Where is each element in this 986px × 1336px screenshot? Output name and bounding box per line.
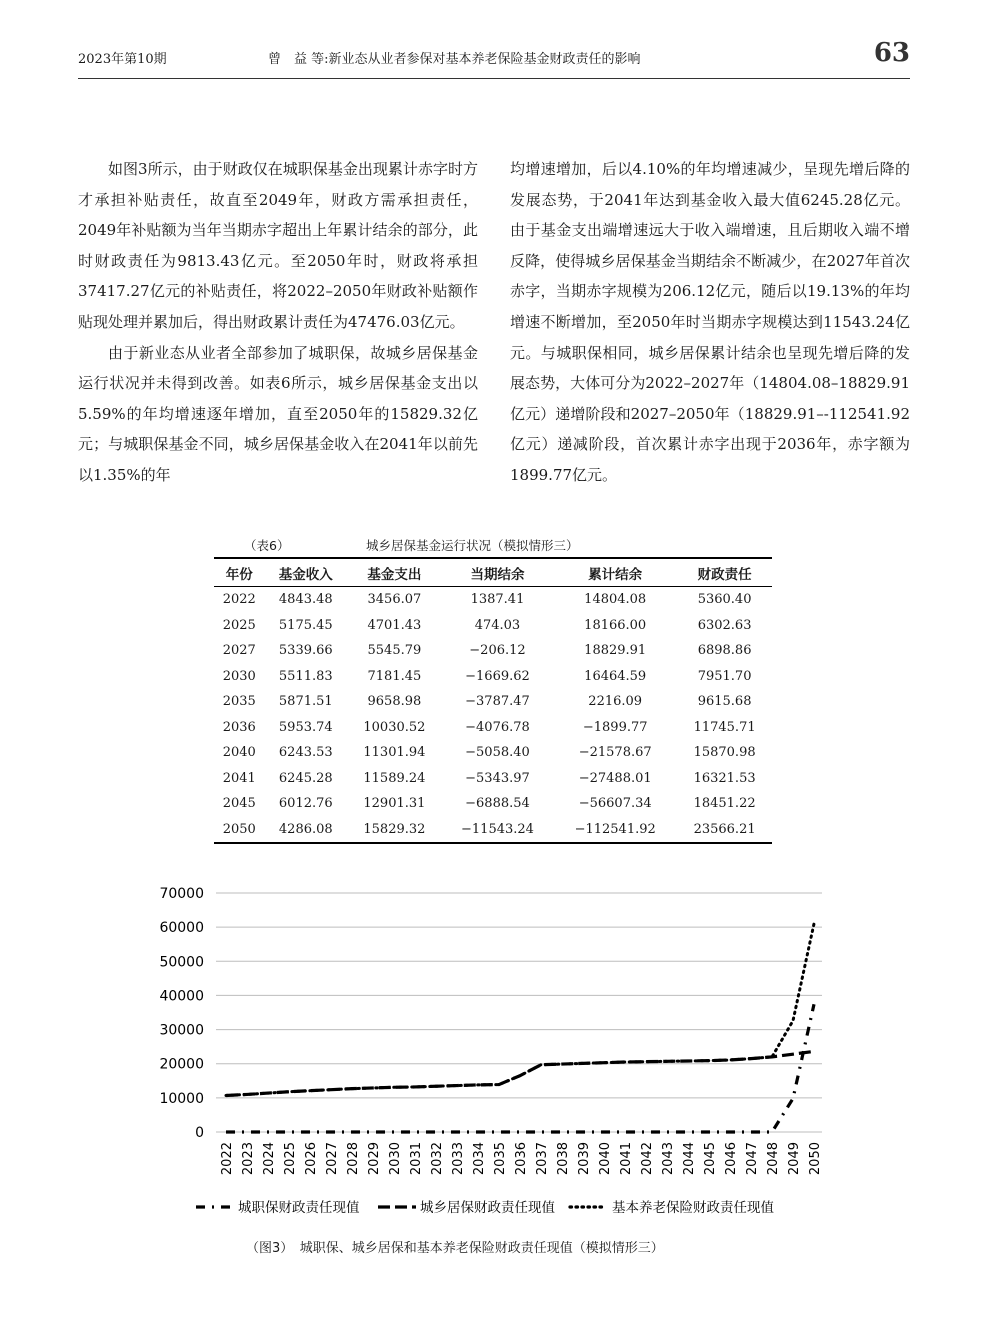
x-tick-label: 2031 (409, 1142, 424, 1176)
table-cell: 16321.53 (693, 770, 756, 786)
x-tick-label: 2042 (640, 1142, 655, 1176)
table-cell: 18829.91 (584, 643, 647, 659)
table-cell: −5058.40 (465, 745, 530, 761)
x-tick-label: 2041 (619, 1142, 634, 1176)
x-tick-label: 2029 (367, 1142, 382, 1176)
series-line-1 (226, 1004, 814, 1132)
x-tick-label: 2043 (661, 1142, 676, 1176)
table-cell: −1899.77 (582, 719, 648, 735)
right-column (510, 154, 910, 491)
y-tick-label: 50000 (159, 954, 204, 971)
x-tick-label: 2027 (325, 1142, 340, 1176)
table-cell: 4701.43 (367, 617, 422, 633)
x-tick-label: 2039 (577, 1142, 592, 1176)
table-cell: 23566.21 (693, 821, 756, 837)
table-cell: 15829.32 (363, 821, 426, 837)
x-tick-label: 2040 (598, 1142, 613, 1176)
table-row (214, 740, 772, 766)
table-row (214, 766, 772, 792)
x-tick-label: 2022 (220, 1142, 235, 1176)
table-row (214, 791, 772, 817)
figure-caption: （图3） 城职保、城乡居保和基本养老保险财政责任现值（模拟情形三） (246, 1241, 664, 1256)
x-tick-label: 2028 (346, 1142, 361, 1176)
table-row (214, 638, 772, 664)
table-cell: −4076.78 (465, 719, 530, 735)
table-cell: 5360.40 (697, 592, 752, 608)
column-header: 财政责任 (677, 558, 772, 587)
x-tick-label: 2050 (808, 1142, 823, 1176)
table-row (214, 613, 772, 639)
x-tick-label: 2037 (535, 1142, 550, 1176)
table-cell: 6898.86 (697, 643, 752, 659)
x-tick-label: 2034 (472, 1142, 487, 1176)
table-cell: −27488.01 (578, 770, 652, 786)
table-row (214, 817, 772, 844)
running-title: 曾 益 等:新业态从业者参保对基本养老保险基金财政责任的影响 (268, 52, 641, 67)
x-tick-label: 2036 (514, 1142, 529, 1176)
column-header: 基金收入 (265, 558, 347, 587)
x-tick-label: 2048 (766, 1142, 781, 1176)
table-cell: 6245.28 (278, 770, 333, 786)
table-cell: 2022 (222, 592, 256, 608)
column-header: 当期结余 (442, 558, 553, 587)
data-table (214, 557, 772, 844)
table-cell: 9658.98 (367, 694, 422, 710)
table-cell: 5545.79 (367, 643, 422, 659)
y-tick-label: 70000 (159, 886, 204, 902)
y-tick-label: 30000 (159, 1022, 204, 1039)
x-tick-label: 2045 (703, 1142, 718, 1176)
x-tick-label: 2032 (430, 1142, 445, 1176)
table-cell: −56607.34 (578, 796, 652, 812)
x-tick-label: 2026 (304, 1142, 319, 1176)
column-header: 年份 (214, 558, 265, 587)
table-cell: 474.03 (474, 617, 521, 633)
table-cell: −112541.92 (574, 821, 656, 837)
table-number: （表6） (244, 538, 290, 553)
table-cell: 3456.07 (367, 592, 422, 608)
table-cell: 2027 (222, 643, 256, 659)
table-cell: 5871.51 (278, 694, 333, 710)
x-tick-label: 2033 (451, 1142, 466, 1176)
table-cell: 2036 (222, 719, 256, 735)
issue-label: 2023年第10期 (78, 52, 167, 67)
table-caption (214, 533, 772, 555)
x-tick-label: 2049 (787, 1142, 802, 1176)
paragraph: 由于新业态从业者全部参加了城职保，故城乡居保基金运行状况并未得到改善。如表6所示，城乡居保基金支出以5.59%的年均增速逐年增加，直至2050年的15829.32亿元；与城职保基金不同，城乡居保基金收入在2041年以前先以1.35%的年 (78, 343, 478, 484)
table-cell: 5953.74 (278, 719, 333, 735)
table-title: 城乡居保基金运行状况（模拟情形三） (366, 538, 579, 553)
table-cell: 4843.48 (278, 592, 333, 608)
table-row (214, 715, 772, 741)
table-cell: 9615.68 (697, 694, 752, 710)
table-cell: 2035 (222, 694, 256, 710)
table-cell: 11589.24 (363, 770, 426, 786)
table-cell: 4286.08 (278, 821, 333, 837)
table-cell: 6243.53 (278, 745, 333, 761)
table-row (214, 664, 772, 690)
paragraph: 如图3所示，由于财政仅在城职保基金出现累计赤字时方才承担补贴责任，故直至2049年，财政方需承担责任，2049年补贴额为当年当期赤字超出上年累计结余的部分，此时财政责任为9813.43亿元。至2050年时，财政将承担37417.27亿元的补贴责任，将2022–2050年财政补贴额作贴现处理并累加后，得出财政累计责任为47476.03亿元。 (78, 160, 478, 331)
table-cell: 16464.59 (584, 668, 647, 684)
table-cell: 18451.22 (693, 796, 756, 812)
table-cell: 5175.45 (278, 617, 333, 633)
table-cell: −11543.24 (461, 821, 534, 837)
table-cell: −206.12 (469, 643, 526, 659)
table-cell: 5511.83 (278, 668, 333, 684)
y-tick-label: 40000 (159, 988, 204, 1005)
table-cell: 14804.08 (584, 592, 647, 608)
table-header-row (214, 558, 772, 587)
x-tick-label: 2044 (682, 1142, 697, 1176)
series-line-3 (226, 924, 814, 1096)
legend-label: 城乡居保财政责任现值 (420, 1200, 555, 1216)
table-cell: 2045 (222, 796, 256, 812)
left-column (78, 154, 478, 491)
table-cell: 2216.09 (588, 694, 643, 710)
table-cell: 6302.63 (697, 617, 752, 633)
y-tick-label: 20000 (159, 1056, 204, 1073)
table-cell: 7181.45 (367, 668, 422, 684)
table-cell: 7951.70 (697, 668, 752, 684)
table-cell: 2041 (222, 770, 256, 786)
table-cell: −1669.62 (465, 668, 530, 684)
x-tick-label: 2023 (241, 1142, 256, 1176)
series-line-2 (226, 1051, 814, 1095)
table-cell: 2040 (222, 745, 256, 761)
x-tick-label: 2024 (262, 1142, 277, 1176)
table-cell: 2030 (222, 668, 256, 684)
table-cell: 2025 (222, 617, 256, 633)
table-cell: 10030.52 (363, 719, 426, 735)
page-header (78, 38, 910, 79)
page-number: 63 (873, 38, 910, 68)
table-cell: 15870.98 (693, 745, 756, 761)
y-tick-label: 10000 (159, 1090, 204, 1107)
y-tick-label: 60000 (159, 920, 204, 937)
table-cell: 11301.94 (363, 745, 426, 761)
table-cell: 2050 (222, 821, 256, 837)
y-tick-label: 0 (195, 1125, 204, 1141)
paragraph: 均增速增加，后以4.10%的年均增速减少，呈现先增后降的发展态势，于2041年达到基金收入最大值6245.28亿元。由于基金支出端增速远大于收入端增速，且后期收入端不增反降，使得城乡居保基金当期结余不断减少，在2027年首次赤字，当期赤字规模为206.12亿元，随后以19.13%的年均增速不断增加，至2050年时当期赤字规模达到11543.24亿元。与城职保相同，城乡居保累计结余也呈现先增后降的发展态势，大体可分为2022–2027年（14804.08–18829.91亿元）递增阶段和2027–2050年（18829.91–-112541.92亿元）递减阶段，首次累计赤字出现于2036年，赤字额为1899.77亿元。 (510, 160, 910, 484)
table-row (214, 587, 772, 613)
x-tick-label: 2035 (493, 1142, 508, 1176)
column-header: 累计结余 (553, 558, 677, 587)
table-cell: 1387.41 (470, 592, 525, 608)
table-row (214, 689, 772, 715)
legend-label: 基本养老保险财政责任现值 (612, 1200, 774, 1216)
table-cell: 6012.76 (278, 796, 333, 812)
table-cell: −6888.54 (465, 796, 530, 812)
x-tick-label: 2038 (556, 1142, 571, 1176)
x-tick-label: 2030 (388, 1142, 403, 1176)
column-header: 基金支出 (347, 558, 442, 587)
line-chart (150, 880, 840, 1220)
table-cell: 12901.31 (363, 796, 426, 812)
legend-label: 城职保财政责任现值 (238, 1200, 360, 1216)
table-cell: −3787.47 (465, 694, 530, 710)
x-tick-label: 2025 (283, 1142, 298, 1176)
table-cell: −5343.97 (465, 770, 530, 786)
table-cell: −21578.67 (578, 745, 652, 761)
x-tick-label: 2046 (724, 1142, 739, 1176)
table-cell: 18166.00 (584, 617, 647, 633)
table-cell: 5339.66 (278, 643, 333, 659)
x-tick-label: 2047 (745, 1142, 760, 1176)
table-cell: 11745.71 (693, 719, 756, 735)
